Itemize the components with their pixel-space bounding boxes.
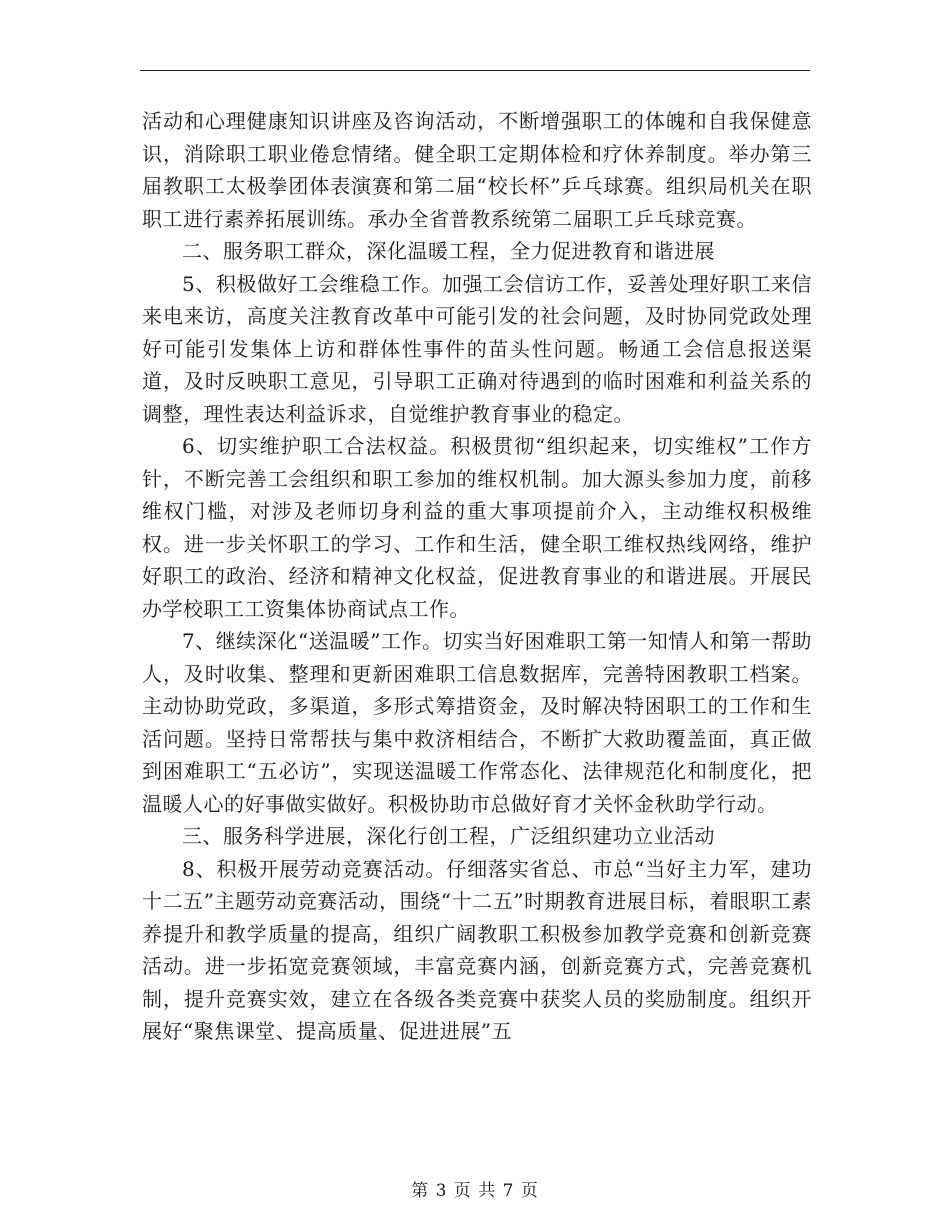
document-body — [142, 105, 812, 1048]
paragraph-item-7: 7、继续深化“送温暖”工作。切实当好困难职工第一知情人和第一帮助人，及时收集、整理和更新困难职工信息数据库，完善特困教职工档案。主动协助党政，多渠道，多形式筹措资金，及时解决特困职工的工作和生活问题。坚持日常帮扶与集中救济相结合，不断扩大救助覆盖面，真正做到困难职工“五必访”，实现送温暖工作常态化、法律规范化和制度化，把温暖人心的好事做实做好。积极协助市总做好育才关怀金秋助学行动。 — [142, 629, 812, 816]
header-rule — [140, 70, 810, 71]
paragraph-1: 活动和心理健康知识讲座及咨询活动，不断增强职工的体魄和自我保健意识，消除职工职业倦怠情绪。健全职工定期体检和疗休养制度。举办第三届教职工太极拳团体表演赛和第二届“校长杯”乒乓球赛。组织局机关在职职工进行素养拓展训练。承办全省普教系统第二届职工乒乓球竞赛。 — [142, 109, 812, 231]
page-number-footer: 第 3 页 共 7 页 — [411, 1181, 539, 1201]
paragraph-item-5: 5、积极做好工会维稳工作。加强工会信访工作，妥善处理好职工来信来电来访，高度关注教育改革中可能引发的社会问题，及时协同党政处理好可能引发集体上访和群体性事件的苗头性问题。畅通工会信息报送渠道，及时反映职工意见，引导职工正确对待遇到的临时困难和利益关系的调整，理性表达利益诉求，自觉维护教育事业的稳定。 — [142, 271, 812, 426]
section-heading-3: 三、服务科学进展，深化行创工程，广泛组织建功立业活动 — [182, 824, 715, 848]
section-heading-2: 二、服务职工群众，深化温暖工程，全力促进教育和谐进展 — [182, 239, 715, 263]
paragraph-item-8: 8、积极开展劳动竞赛活动。仔细落实省总、市总“当好主力军，建功十二五”主题劳动竞赛活动，围绕“十二五”时期教育进展目标，着眼职工素养提升和教学质量的提高，组织广阔教职工积极参加教学竞赛和创新竞赛活动。进一步拓宽竞赛领域，丰富竞赛内涵，创新竞赛方式，完善竞赛机制，提升竞赛实效，建立在各级各类竞赛中获奖人员的奖励制度。组织开展好“聚焦课堂、提高质量、促进进展”五 — [142, 856, 812, 1043]
paragraph-item-6: 6、切实维护职工合法权益。积极贯彻“组织起来，切实维权”工作方针，不断完善工会组织和职工参加的维权机制。加大源头参加力度，前移维权门槛，对涉及老师切身利益的重大事项提前介入，主动维权积极维权。进一步关怀职工的学习、工作和生活，健全职工维权热线网络，维护好职工的政治、经济和精神文化权益，促进教育事业的和谐进展。开展民办学校职工工资集体协商试点工作。 — [142, 434, 812, 621]
